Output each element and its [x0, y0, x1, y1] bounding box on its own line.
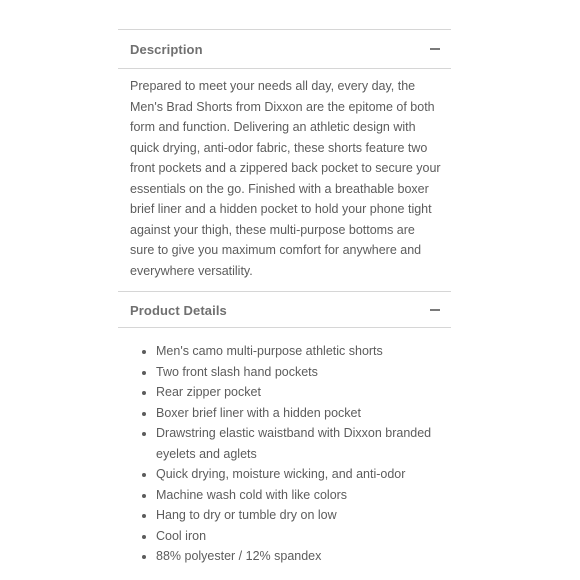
list-item: • Rear zipper pocket [156, 382, 456, 403]
list-item: • Quick drying, moisture wicking, and anti-odor [156, 464, 456, 485]
list-item: • Cool iron [156, 526, 456, 547]
list-item: • Two front slash hand pockets [156, 362, 456, 383]
description-accordion-header[interactable] [118, 30, 451, 68]
product-details-title: Product Details [130, 302, 227, 318]
list-item: • Drawstring elastic waistband with Dixxon branded eyelets and aglets [156, 423, 456, 464]
list-item: • Hang to dry or tumble dry on low [156, 505, 456, 526]
description-text: Prepared to meet your needs all day, every day, the Men's Brad Shorts from Dixxon are the epitome of both form and function. Delivering an athletic design with quick drying, anti-odor fabric, these shorts feature two front pockets and a zippered back pocket to secure your essentials on the go. Finished with a breathable boxer brief liner and a hidden pocket to hold your phone tight against your thigh, these multi-purpose bottoms are sure to give you maximum comfort for anywhere and everywhere versatility. [130, 79, 441, 278]
divider [118, 68, 451, 69]
minus-icon[interactable] [430, 309, 440, 311]
minus-icon[interactable] [430, 48, 440, 50]
list-item: • 88% polyester / 12% spandex [156, 546, 456, 567]
divider [118, 327, 451, 328]
list-item: • Machine wash cold with like colors [156, 485, 456, 506]
list-item: • Men's camo multi-purpose athletic shorts [156, 341, 456, 362]
description-title: Description [130, 41, 203, 57]
product-details-list [138, 341, 456, 567]
product-details-accordion-header[interactable] [118, 291, 451, 329]
list-item: • Boxer brief liner with a hidden pocket [156, 403, 456, 424]
